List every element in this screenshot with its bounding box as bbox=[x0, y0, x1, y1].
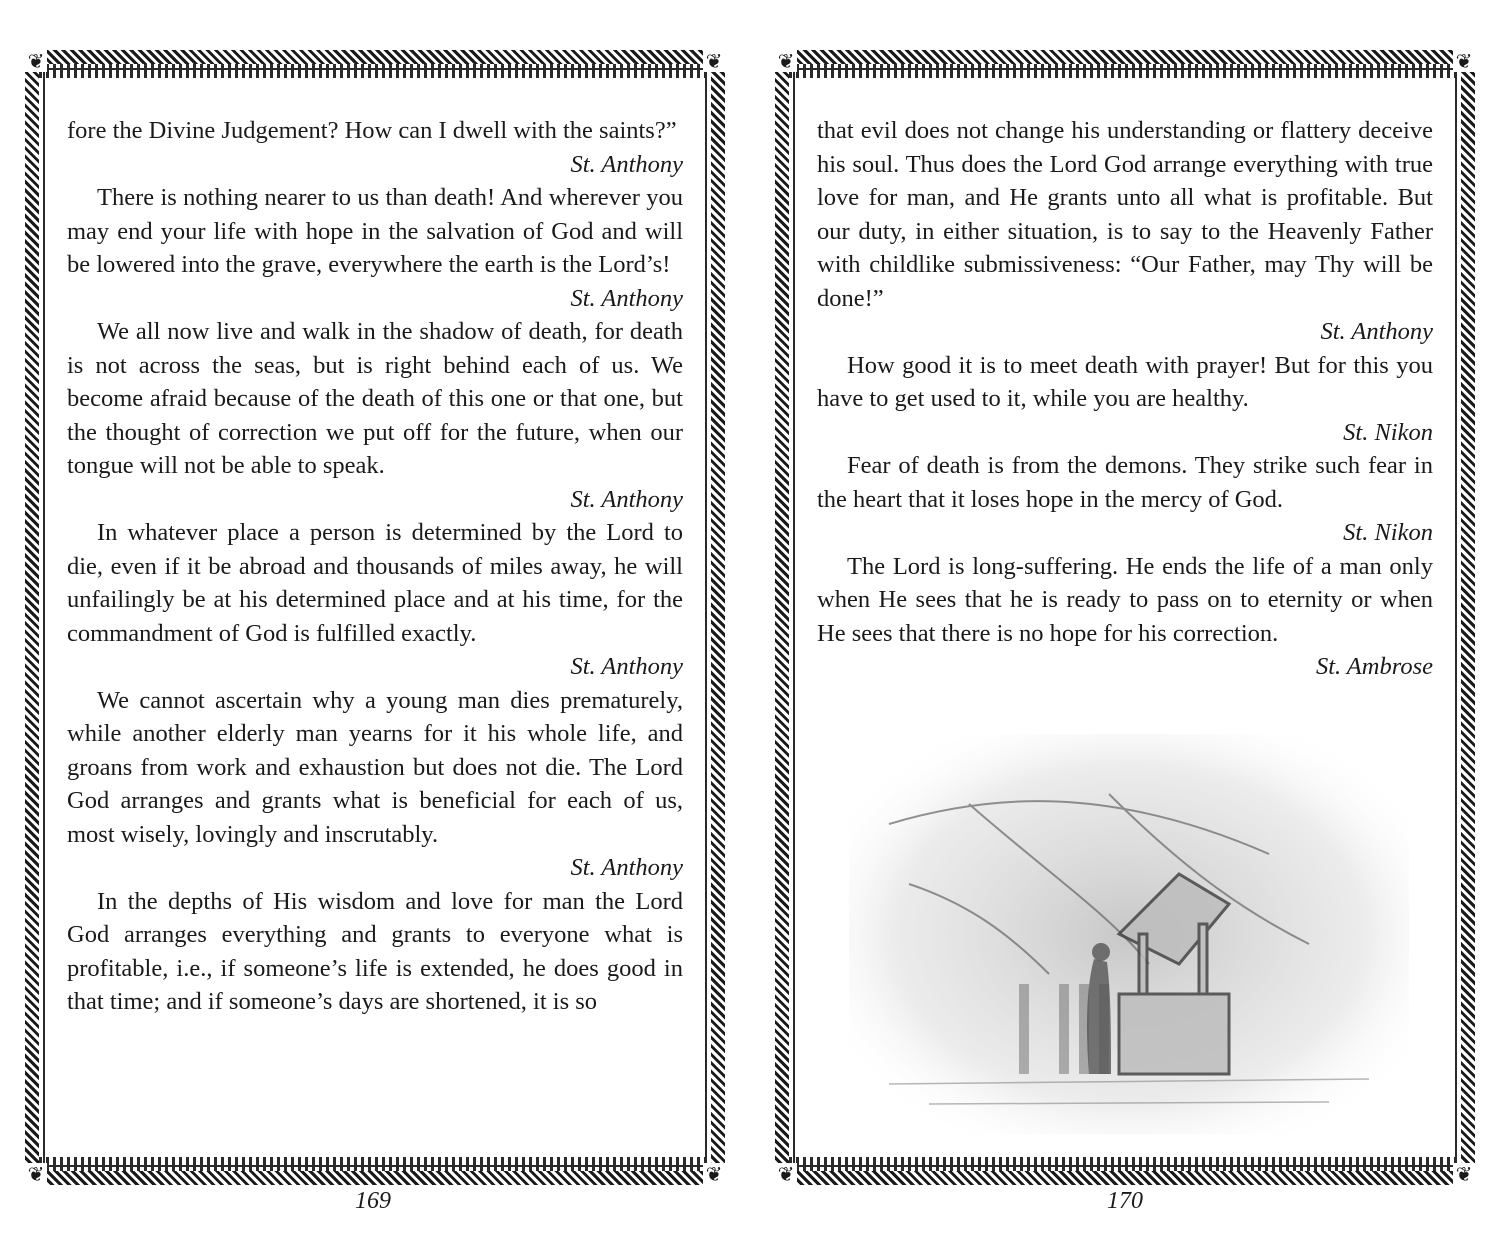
corner-ornament-icon: ❦ bbox=[703, 50, 725, 72]
paragraph: We all now live and walk in the shadow of death, for death is not across the seas, but is right behind each of us. We become afraid because of the death of this one or that one, but the thought of correction we put off for the future, when our tongue will not be able to speak. bbox=[67, 318, 683, 479]
attribution: St. Anthony bbox=[570, 284, 683, 312]
attribution: St. Anthony bbox=[570, 485, 683, 513]
corner-ornament-icon: ❦ bbox=[25, 50, 47, 72]
left-page-text bbox=[67, 114, 683, 1019]
corner-ornament-icon: ❦ bbox=[25, 1163, 47, 1185]
well-illustration bbox=[849, 734, 1409, 1134]
attribution: St. Nikon bbox=[1343, 519, 1433, 546]
corner-ornament-icon: ❦ bbox=[775, 1163, 797, 1185]
paragraph: Fear of death is from the demons. They strike such fear in the heart that it loses hope in the mercy of God. bbox=[817, 452, 1433, 513]
page-number: 170 bbox=[1107, 1188, 1143, 1214]
paragraph: There is nothing nearer to us than death! And wherever you may end your life with hope in the salvation of God and will be lowered into the grave, everywhere the earth is the Lord’s! bbox=[67, 184, 683, 278]
left-page-frame bbox=[25, 50, 725, 1185]
paragraph: In the depths of His wisdom and love for man the Lord God arranges everything and grants to everyone what is profitable, i.e., if someone’s life is extended, he does good in that time; and if someone’s days are shortened, it is so bbox=[67, 887, 683, 1015]
corner-ornament-icon: ❦ bbox=[703, 1163, 725, 1185]
attribution: St. Anthony bbox=[1320, 318, 1433, 345]
corner-ornament-icon: ❦ bbox=[1453, 50, 1475, 72]
attribution: St. Anthony bbox=[570, 150, 683, 178]
paragraph: that evil does not change his understanding or flattery deceive his soul. Thus does the Lord God arrange everything with true love for man, and He grants unto all what is profitable. But our duty, in either situation, is to say to the Heavenly Father with childlike submissiveness: “Our Father, may Thy will be done!” bbox=[817, 117, 1433, 312]
attribution: St. Nikon bbox=[1343, 418, 1433, 446]
attribution: St. Ambrose bbox=[1315, 653, 1433, 680]
paragraph: We cannot ascertain why a young man dies prematurely, while another elderly man yearns for it his whole life, and groans from work and exhaustion but does not die. The Lord God arranges and grants what is beneficial for each of us, most wisely, lovingly and inscrutably. bbox=[67, 686, 683, 848]
right-page-text bbox=[817, 114, 1433, 684]
paragraph: fore the Divine Judgement? How can I dwell with the saints?” bbox=[67, 117, 677, 144]
page-number: 169 bbox=[355, 1188, 391, 1214]
corner-ornament-icon: ❦ bbox=[1453, 1163, 1475, 1185]
paragraph: The Lord is long-suffering. He ends the life of a man only when He sees that he is ready to pass on to eternity or when He sees that there is no hope for his correction. bbox=[817, 552, 1433, 647]
right-page-frame bbox=[775, 50, 1475, 1185]
attribution: St. Anthony bbox=[570, 653, 683, 680]
paragraph: How good it is to meet death with prayer! But for this you have to get used to it, while you are healthy. bbox=[817, 351, 1433, 412]
corner-ornament-icon: ❦ bbox=[775, 50, 797, 72]
attribution: St. Anthony bbox=[570, 854, 683, 881]
paragraph: In whatever place a person is determined by the Lord to die, even if it be abroad and thousands of miles away, he will unfailingly be at his determined place and at his time, for the commandment of God is fulfilled exactly. bbox=[67, 519, 683, 647]
